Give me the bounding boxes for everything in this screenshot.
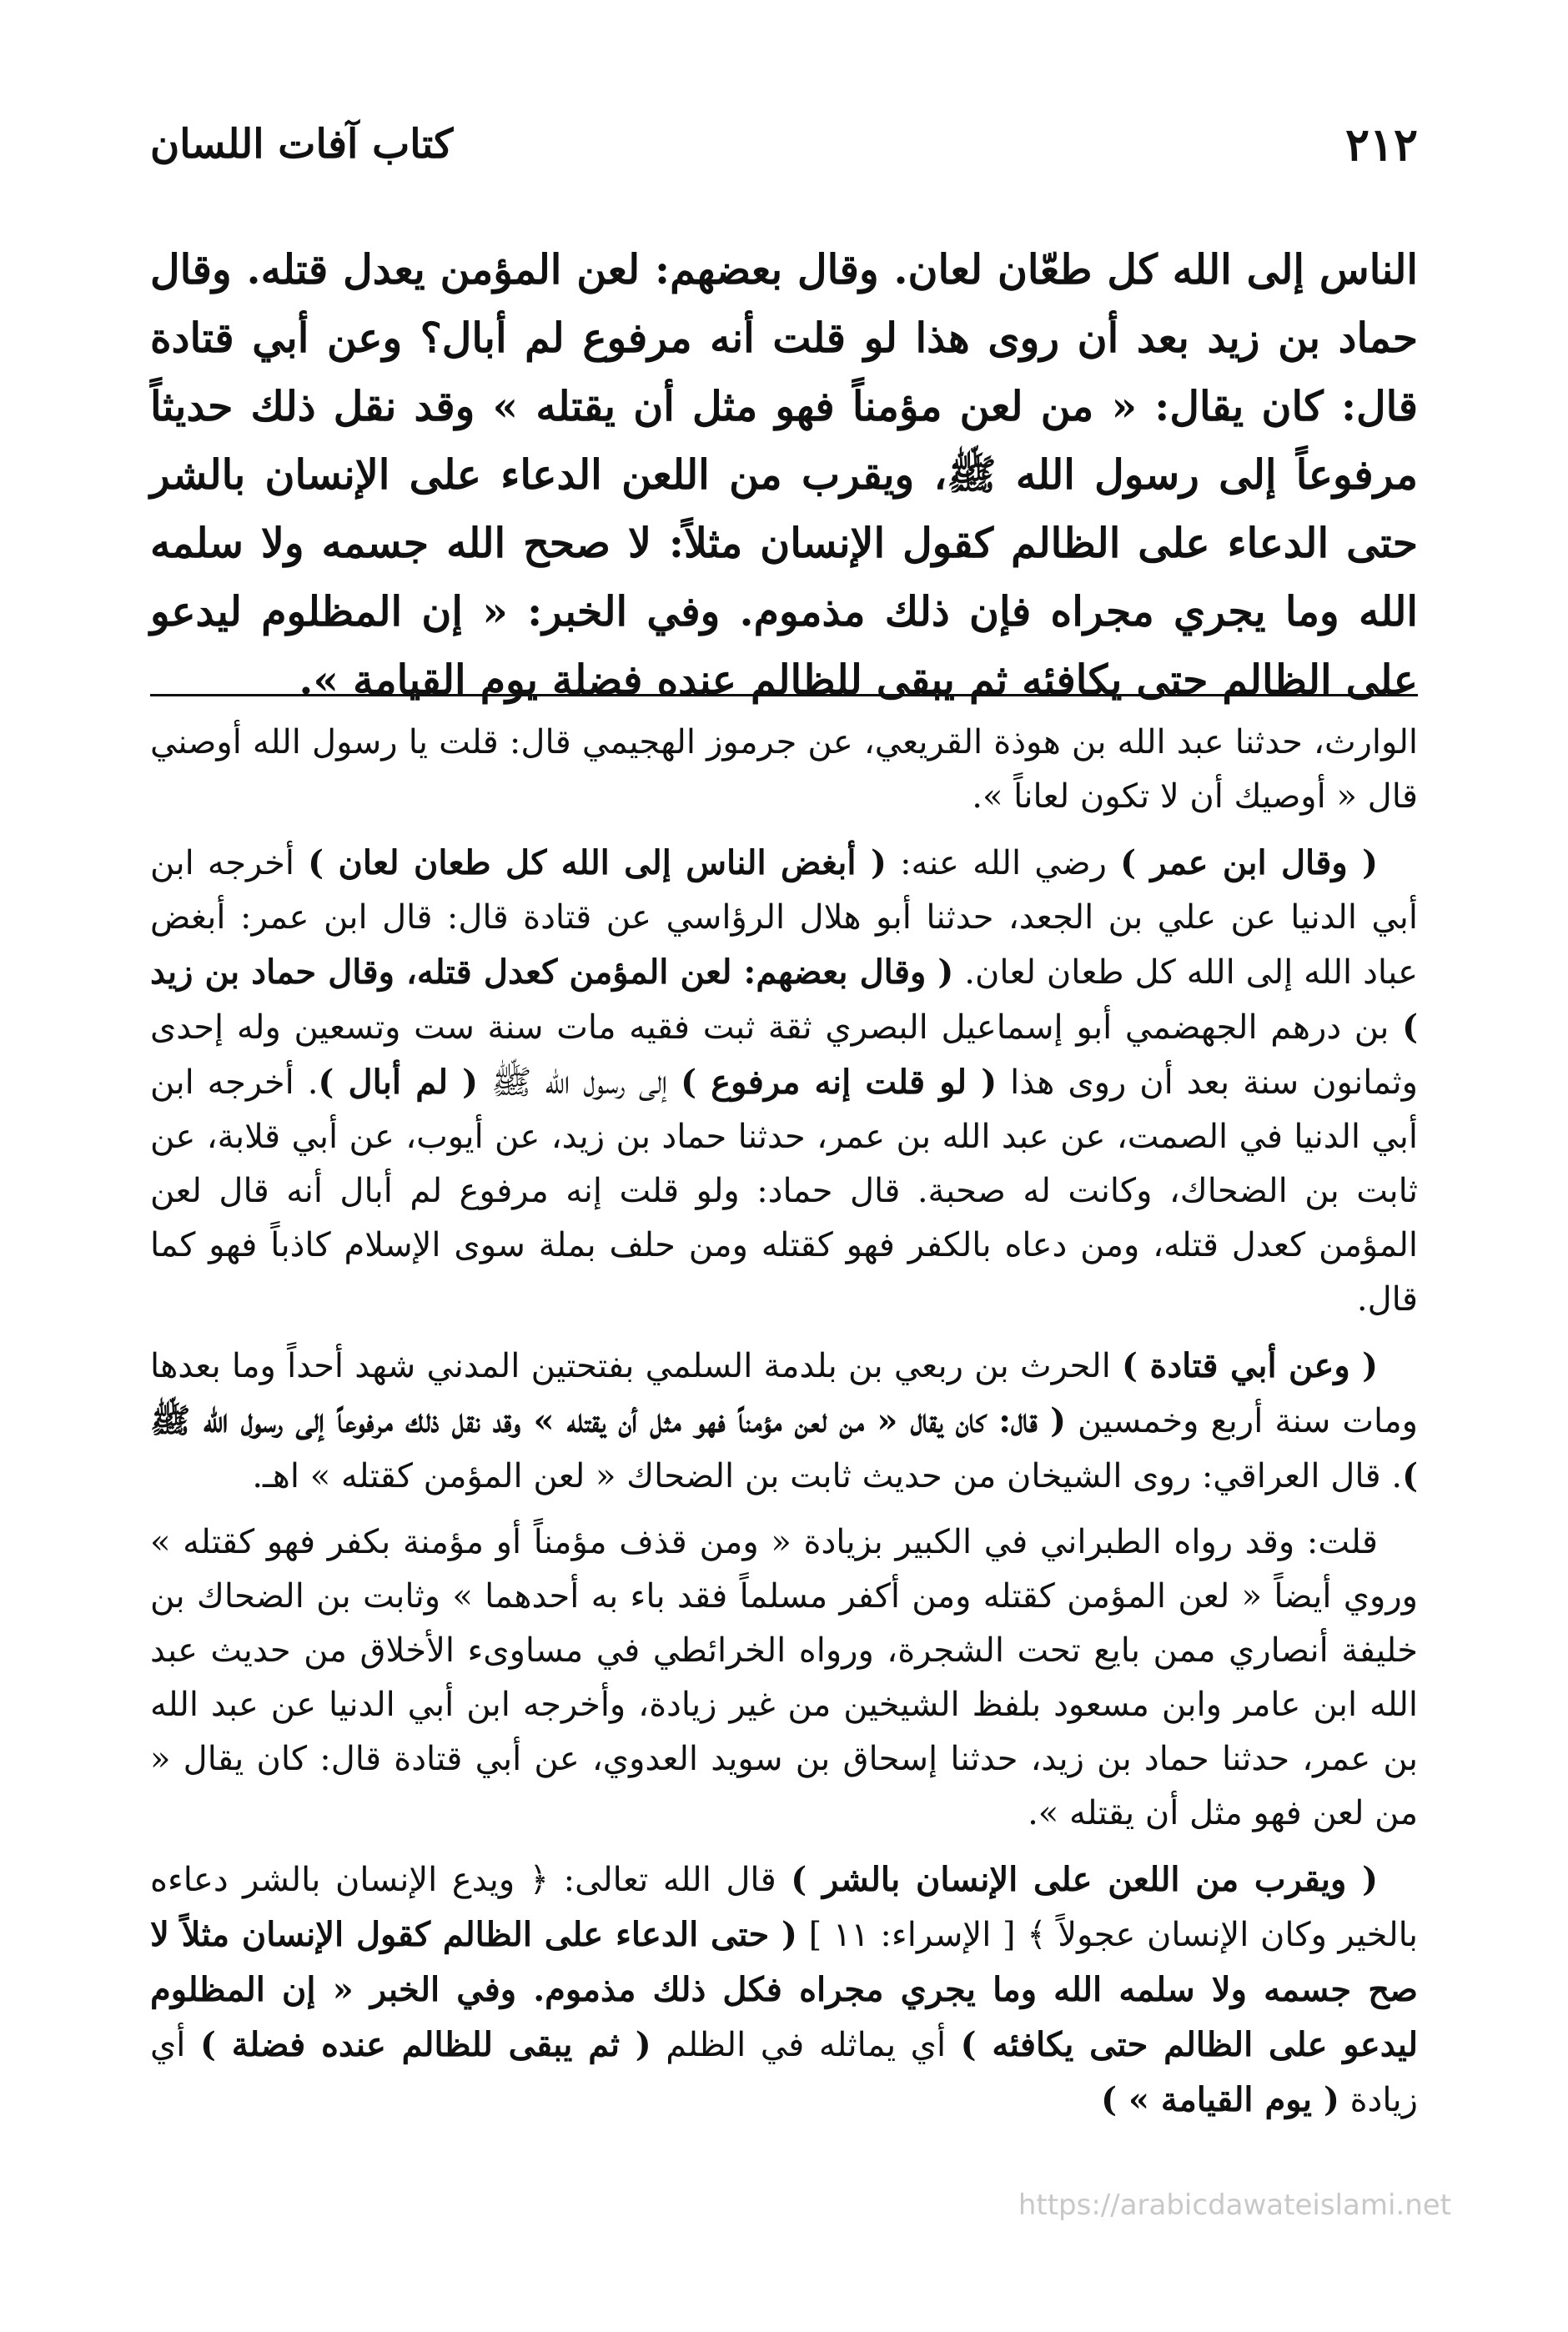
commentary-paragraph [150, 836, 1418, 1327]
commentary-paragraph [150, 1852, 1418, 2128]
commentary-text: . أخرجه ابن أبي الدنيا في الصمت، عن عبد الله بن عمر، حدثنا حماد بن زيد، عن أيوب، عن أبي قلابة، عن ثابت بن الضحاك، وكانت له صحبة. قال حماد: ولو قلت إنه مرفوع لم أبال أنه قال لعن المؤمن كعدل قتله، ومن دعاه بالكفر فهو كقتله ومن حلف بملة سوى الإسلام كاذباً فهو كما قال. [150, 1063, 1418, 1319]
commentary-text: بن درهم الجهضمي أبو إسماعيل البصري ثقة ثبت فقيه مات سنة ست وتسعين وله إحدى وثمانون سنة بعد أن روى هذا [150, 1008, 1418, 1102]
quoted-matn: ( ثم يبقى للظالم عنده فضلة ) [200, 2025, 651, 2064]
commentary-text: أي يماثله في الظلم [651, 2026, 961, 2064]
main-text [150, 235, 1418, 714]
commentary-text: رضي الله عنه: [886, 844, 1121, 882]
commentary-text: قال الله تعالى: ﴿ ويدع الإنسان بالشر دعاءه بالخير وكان الإنسان عجولاً ﴾ [ الإسراء: ١١ ] [150, 1861, 1418, 1954]
commentary-paragraph [150, 1339, 1418, 1504]
quoted-matn: ( حتى الدعاء على الظالم كقول الإنسان مثلاً لا صح جسمه ولا سلمه الله وما يجري مجراه فكل ذلك مذموم. وفي الخبر « إن المظلوم ليدعو على الظالم حتى يكافئه ) [150, 1915, 1419, 2064]
page-header [150, 107, 1418, 182]
commentary-text: . قال العراقي: روى الشيخان من حديث ثابت بن الضحاك « لعن المؤمن كقتله » اهـ. [252, 1457, 1403, 1495]
footnote-divider [150, 694, 1418, 696]
commentary-text: أخرجه ابن أبي الدنيا عن علي بن الجعد، حدثنا أبو هلال الرؤاسي عن قتادة قال: قال ابن عمر: أبغض عباد الله إلى الله كل طعان لعان. [150, 844, 1419, 992]
commentary-text: قلت: وقد رواه الطبراني في الكبير بزيادة « ومن قذف مؤمناً أو مؤمنة بكفر فهو كقتله » وروي أيضاً « لعن المؤمن كقتله ومن أكفر مسلماً فقد باء به أحدهما » وثابت بن الضحاك بن خليفة أنصاري ممن بايع تحت الشجرة، ورواه الخرائطي في مساوىء الأخلاق من حديث عبد الله ابن عامر وابن مسعود بلفظ الشيخين من غير زيادة، وأخرجه ابن أبي الدنيا عن عبد الله بن عمر، حدثنا حماد بن زيد، حدثنا إسحاق بن سويد العدوي، عن أبي قتادة قال: كان يقال « من لعن فهو مثل أن يقتله ». [150, 1523, 1419, 1832]
commentary-text: الوارث، حدثنا عبد الله بن هوذة القريعي، عن جرموز الهجيمي قال: قلت يا رسول الله أوصني قال « أوصيك أن لا تكون لعاناً ». [150, 723, 1418, 816]
quoted-matn: ( وعن أبي قتادة ) [1122, 1346, 1378, 1385]
quoted-matn: ( لو قلت إنه مرفوع ) [681, 1063, 998, 1102]
quoted-matn: ( وقال ابن عمر ) [1120, 843, 1379, 882]
quoted-matn: ( قال: كان يقال « من لعن مؤمناً فهو مثل أن يقتله » وقد نقل ذلك مرفوعاً إلى رسول الله ﷺ ) [150, 1401, 1418, 1495]
commentary [150, 716, 1418, 2139]
quoted-matn: ( يوم القيامة » ) [1101, 2080, 1339, 2119]
quoted-matn: ( أبغض الناس إلى الله كل طعان لعان ) [308, 843, 887, 882]
watermark-url: https://arabicdawateislami.net [1018, 2189, 1451, 2222]
quoted-matn: ( لم أبال ) [318, 1063, 479, 1102]
running-title: كتاب آفات اللسان [150, 121, 454, 168]
commentary-text: أي زيادة [150, 2026, 1418, 2119]
quoted-matn: ( وقال بعضهم: لعن المؤمن كعدل قتله، وقال حماد بن زيد ) [150, 952, 1418, 1047]
quoted-matn: ( ويقرب من اللعن على الإنسان بالشر ) [791, 1860, 1378, 1899]
commentary-text: إلى رسول الله ﷺ [478, 1063, 681, 1102]
commentary-paragraph [150, 1515, 1418, 1841]
commentary-paragraph [150, 716, 1418, 824]
commentary-text: الحرث بن ربعي بن بلدمة السلمي بفتحتين المدني شهد أحداً وما بعدها ومات سنة أربع وخمسين [150, 1347, 1418, 1440]
page-number: ٢١٢ [1344, 118, 1418, 171]
main-paragraph: الناس إلى الله كل طعّان لعان. وقال بعضهم: لعن المؤمن يعدل قتله. وقال حماد بن زيد بعد أن روى هذا لو قلت أنه مرفوع لم أبال؟ وعن أبي قتادة قال: كان يقال: « من لعن مؤمناً فهو مثل أن يقتله » وقد نقل ذلك حديثاً مرفوعاً إلى رسول الله ﷺ، ويقرب من اللعن الدعاء على الإنسان بالشر حتى الدعاء على الظالم كقول الإنسان مثلاً: لا صحح الله جسمه ولا سلمه الله وما يجري مجراه فإن ذلك مذموم. وفي الخبر: « إن المظلوم ليدعو على الظالم حتى يكافئه ثم يبقى للظالم عنده فضلة يوم القيامة ». [150, 245, 1418, 704]
